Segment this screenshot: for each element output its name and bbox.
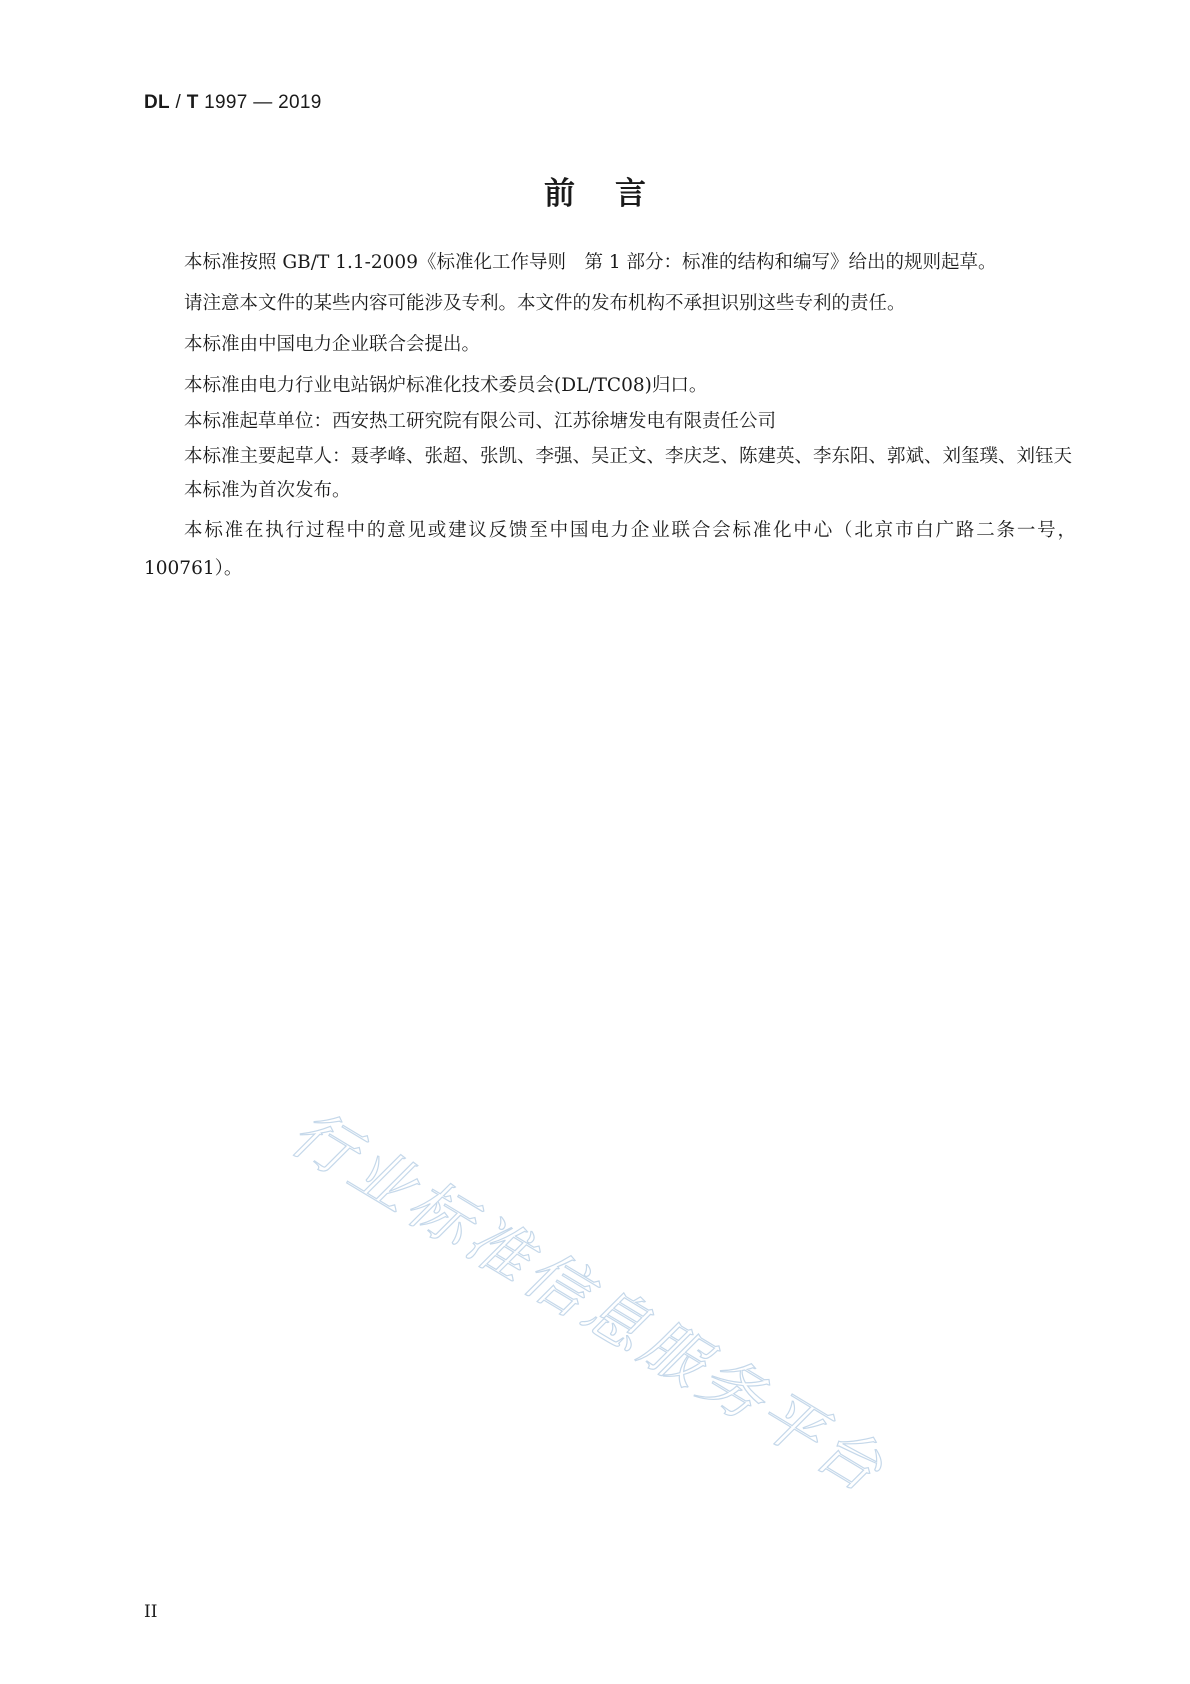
page-number: II	[144, 1602, 158, 1622]
watermark-text: 行业标准信息服务平台	[278, 1095, 900, 1509]
paragraph-patent-notice: 请注意本文件的某些内容可能涉及专利。本文件的发布机构不承担识别这些专利的责任。	[184, 293, 906, 314]
paragraph-administrator: 本标准由电力行业电站锅炉标准化技术委员会(DL/TC08)归口。	[184, 375, 708, 396]
paragraph-drafting-rules: 本标准按照 GB/T 1.1-2009《标准化工作导则 第 1 部分：标准的结构和编写》给出的规则起草。	[184, 252, 997, 273]
standard-prefix: DL	[144, 92, 170, 113]
paragraph-proposer: 本标准由中国电力企业联合会提出。	[184, 334, 481, 355]
standard-number: 1997 — 2019	[198, 92, 322, 113]
standard-letter: T	[186, 92, 199, 113]
standard-slash: /	[169, 92, 187, 113]
foreword-body	[144, 250, 1076, 590]
page-title: 前言	[544, 176, 686, 212]
paragraph-drafters: 本标准主要起草人：聂孝峰、张超、张凯、李强、吴正文、李庆芝、陈建英、李东阳、郭斌、刘玺璞、刘钰天	[184, 446, 1073, 467]
paragraph-feedback: 本标准在执行过程中的意见或建议反馈至中国电力企业联合会标准化中心（北京市白广路二条一号，100761）。	[144, 520, 1076, 579]
standard-code-header	[144, 92, 322, 114]
paragraph-first-release: 本标准为首次发布。	[184, 480, 351, 501]
paragraph-drafting-units: 本标准起草单位：西安热工研究院有限公司、江苏徐塘发电有限责任公司	[184, 411, 777, 432]
